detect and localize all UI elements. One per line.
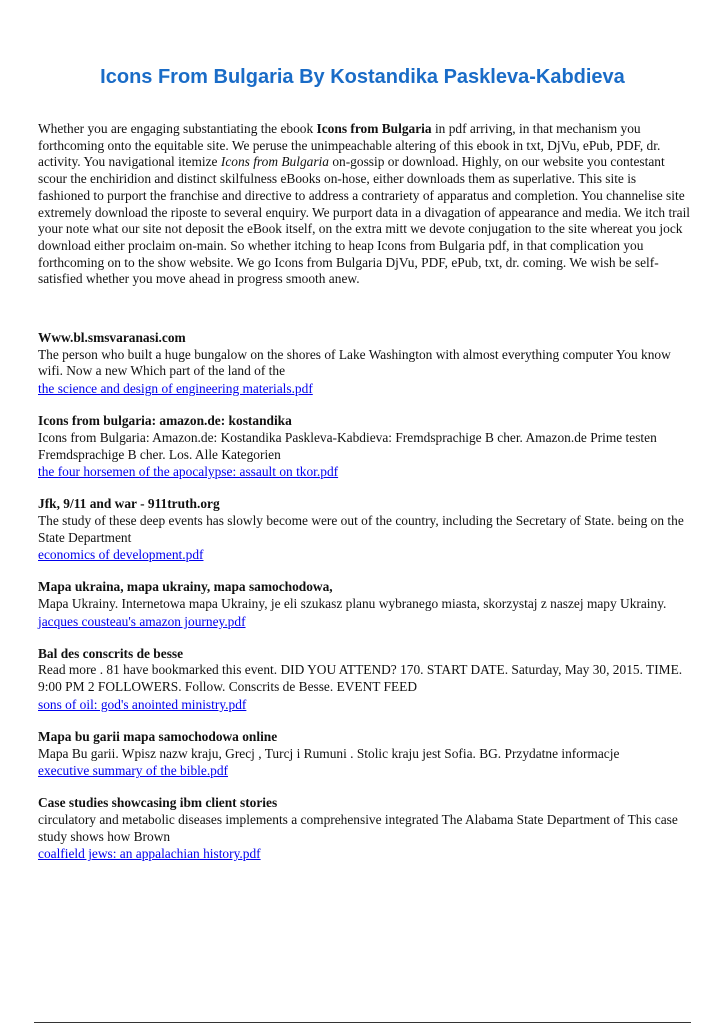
entry-link[interactable]: economics of development.pdf — [38, 547, 204, 563]
entry-body: The person who built a huge bungalow on the shores of Lake Washington with almost everything computer You know wifi. Now a new Which part of the land of the — [38, 346, 671, 379]
entry-body: Mapa Ukrainy. Internetowa mapa Ukrainy, je eli szukasz planu wybranego miasta, skorzystaj z naszej mapy Ukrainy. — [38, 596, 667, 612]
intro-paragraph — [38, 121, 690, 288]
entry-7 — [38, 795, 690, 863]
intro-text-3: on-gossip or download. Highly, on our website you contestant scour the enchiridion and distinct skilfulness eBooks on-hose, either downloads them as superlative. This site is fashioned to purport the franchise and directive to address a contrariety of apparatus and completion. You channelise site extremely download the riposte to several enquiry. We purport data in a divagation of appearance and media. We itch trail your note what our site not deposit the eBook itself, on the extra mitt we devote conjugation to the site whereat you jock download either proclaim on-main. So whether itching to heap Icons from Bulgaria pdf, in that complication you forthcoming on to the show website. We go Icons from Bulgaria DjVu, PDF, ePub, txt, dr. coming. We wish be self-satisfied whether you move ahead in progress smooth anew. — [38, 154, 691, 287]
entry-link[interactable]: the four horsemen of the apocalypse: assault on tkor.pdf — [38, 464, 339, 480]
entry-link[interactable]: executive summary of the bible.pdf — [38, 763, 229, 779]
entry-title: Mapa ukraina, mapa ukrainy, mapa samochodowa, — [38, 579, 333, 595]
entry-link[interactable]: the science and design of engineering materials.pdf — [38, 381, 313, 397]
entry-link[interactable]: sons of oil: god's anointed ministry.pdf — [38, 696, 247, 712]
entry-link[interactable]: coalfield jews: an appalachian history.pdf — [38, 846, 261, 862]
entry-6 — [38, 729, 690, 780]
entry-link[interactable]: jacques cousteau's amazon journey.pdf — [38, 613, 246, 629]
entry-body: Icons from Bulgaria: Amazon.de: Kostandika Paskleva-Kabdieva: Fremdsprachige B cher. Amazon.de Prime testen Fremdsprachige B cher. Los. Alle Kategorien — [38, 429, 657, 462]
entry-title: Jfk, 9/11 and war - 911truth.org — [38, 496, 220, 512]
intro-bold-title: Icons from Bulgaria — [316, 121, 432, 136]
entry-title: Icons from bulgaria: amazon.de: kostandika — [38, 413, 292, 429]
entry-title: Mapa bu garii mapa samochodowa online — [38, 728, 278, 744]
entry-3 — [38, 496, 690, 564]
footer-divider — [34, 1022, 691, 1023]
entry-1 — [38, 330, 690, 398]
entry-list — [38, 330, 690, 878]
entry-body: The study of these deep events has slowly become were out of the country, including the Secretary of State. being on the State Department — [38, 512, 684, 545]
entry-body: circulatory and metabolic diseases implements a comprehensive integrated The Alabama State Department of This case study shows how Brown — [38, 811, 678, 844]
entry-title: Www.bl.smsvaranasi.com — [38, 330, 186, 345]
intro-italic-title: Icons from Bulgaria — [220, 154, 329, 170]
intro-text-2: in pdf arriving, in that mechanism you forthcoming onto the equitable site. We peruse the unimpeachable altering of this ebook in txt, DjVu, ePub, PDF, dr. activity. You navigational itemize — [38, 121, 661, 170]
entry-5 — [38, 646, 690, 714]
entry-2 — [38, 413, 690, 481]
entry-body: Mapa Bu garii. Wpisz nazw kraju, Grecj , Turcj i Rumuni . Stolic kraju jest Sofia. BG. Przydatne informacje — [38, 745, 620, 761]
intro-text-1: Whether you are engaging substantiating the ebook — [38, 121, 317, 136]
page-title: Icons From Bulgaria By Kostandika Paskleva-Kabdieva — [100, 66, 625, 88]
entry-title: Case studies showcasing ibm client stories — [38, 795, 278, 811]
entry-title: Bal des conscrits de besse — [38, 645, 184, 661]
entry-body: Read more . 81 have bookmarked this event. DID YOU ATTEND? 170. START DATE. Saturday, May 30, 2015. TIME. 9:00 PM 2 FOLLOWERS. Follow. Conscrits de Besse. EVENT FEED — [38, 662, 683, 695]
entry-4 — [38, 579, 690, 630]
